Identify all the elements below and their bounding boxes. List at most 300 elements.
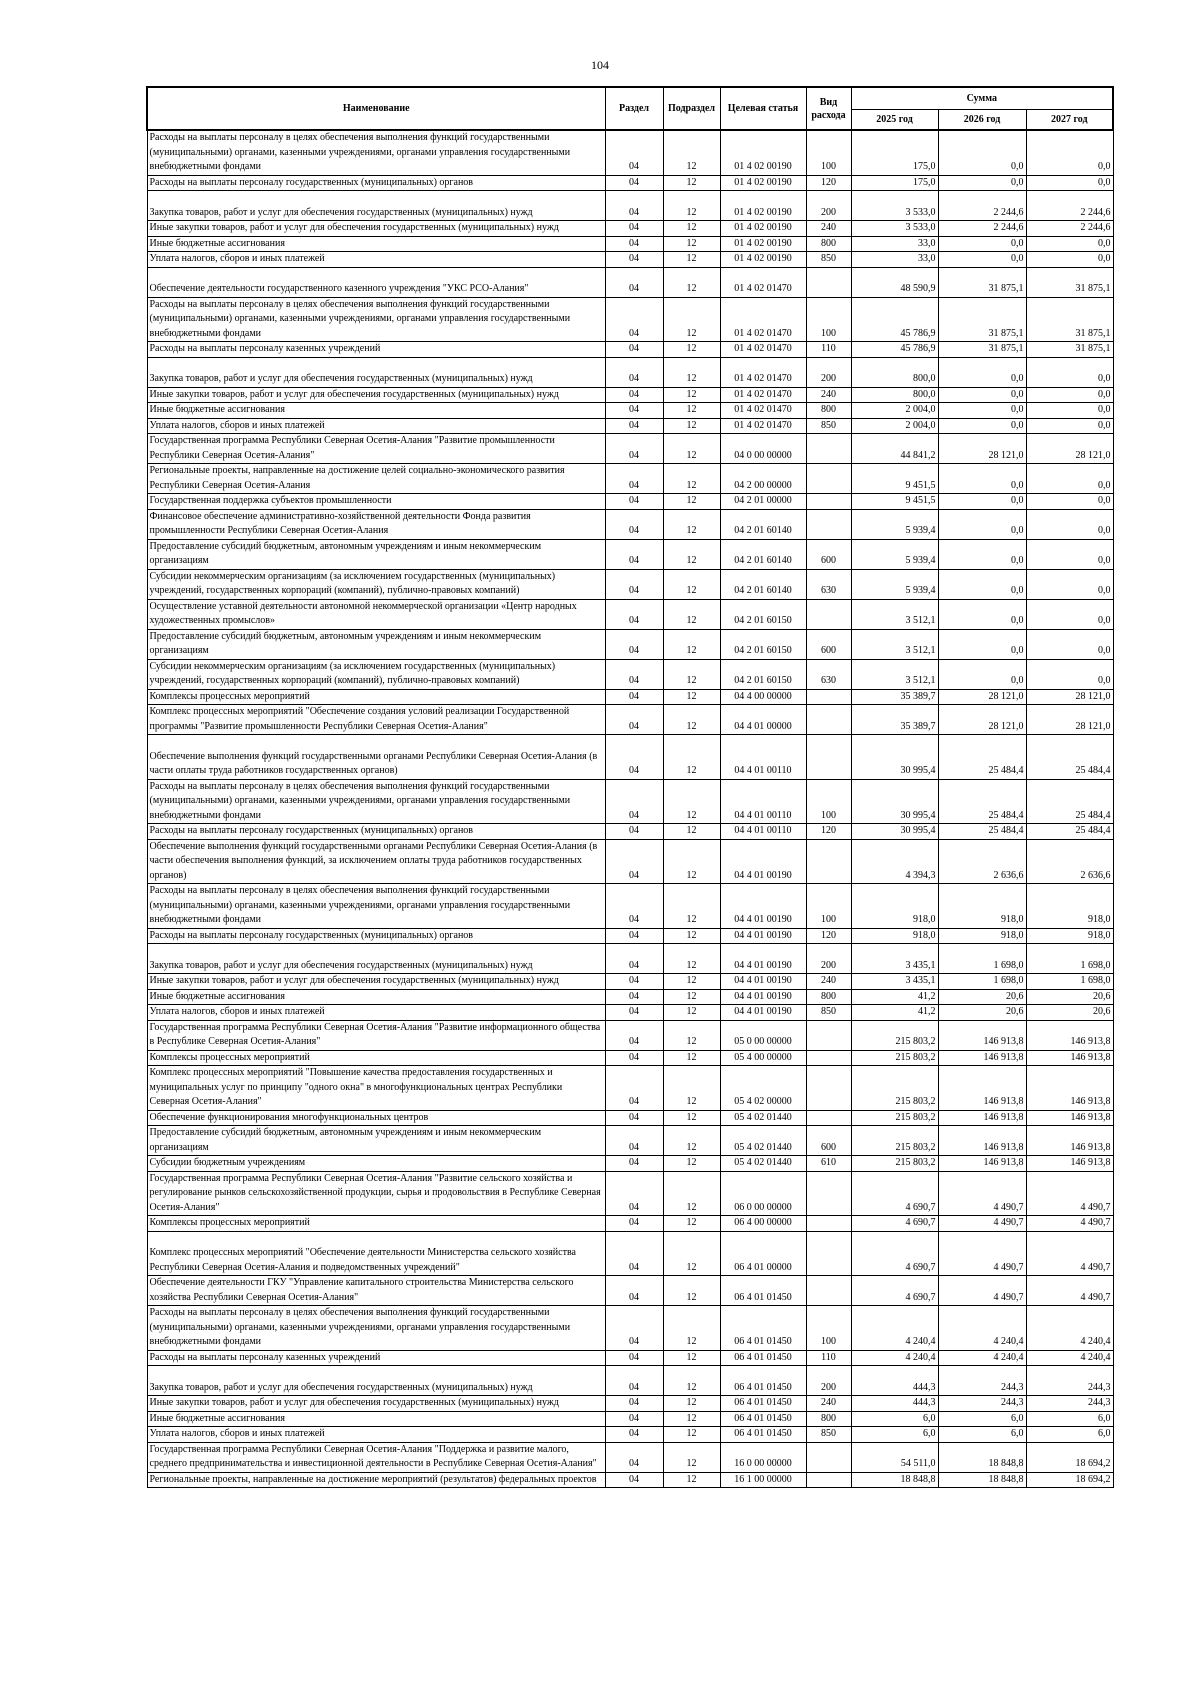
row-target: 05 0 00 00000 — [720, 1020, 806, 1050]
row-name: Иные закупки товаров, работ и услуг для обеспечения государственных (муниципальных) нужд — [147, 387, 605, 403]
row-sum-2026: 0,0 — [938, 464, 1026, 494]
row-sum-2025: 33,0 — [851, 236, 938, 252]
row-type: 100 — [806, 884, 851, 929]
row-name: Государственная программа Республики Северная Осетия-Алания "Поддержка и развитие малого, среднего предпринимательства и инвестиционной деятельности в Республике Северная Осетия-Алания" — [147, 1442, 605, 1472]
row-sum-2026: 0,0 — [938, 569, 1026, 599]
table-row — [147, 1276, 1113, 1306]
row-type: 200 — [806, 357, 851, 387]
row-name: Иные бюджетные ассигнования — [147, 1411, 605, 1427]
row-sum-2026: 4 240,4 — [938, 1350, 1026, 1366]
row-sum-2027: 25 484,4 — [1026, 735, 1113, 780]
row-name: Расходы на выплаты персоналу в целях обеспечения выполнения функций государственными (муниципальными) органами, казенными учреждениями, органами управления государственными внебюджетными фондами — [147, 884, 605, 929]
row-subsection: 12 — [663, 1216, 720, 1232]
row-subsection: 12 — [663, 629, 720, 659]
row-section: 04 — [605, 236, 663, 252]
row-type: 600 — [806, 629, 851, 659]
table-row — [147, 539, 1113, 569]
row-sum-2027: 0,0 — [1026, 569, 1113, 599]
table-row — [147, 974, 1113, 990]
row-sum-2027: 0,0 — [1026, 403, 1113, 419]
row-type: 110 — [806, 342, 851, 358]
row-sum-2025: 5 939,4 — [851, 509, 938, 539]
row-subsection: 12 — [663, 735, 720, 780]
row-sum-2027: 4 240,4 — [1026, 1306, 1113, 1351]
row-subsection: 12 — [663, 191, 720, 221]
row-sum-2027: 18 694,2 — [1026, 1472, 1113, 1488]
row-type — [806, 509, 851, 539]
table-row — [147, 1350, 1113, 1366]
row-subsection: 12 — [663, 357, 720, 387]
row-target: 01 4 02 00190 — [720, 130, 806, 175]
row-sum-2026: 0,0 — [938, 130, 1026, 175]
row-type — [806, 1276, 851, 1306]
row-sum-2026: 1 698,0 — [938, 974, 1026, 990]
row-target: 01 4 02 00190 — [720, 252, 806, 268]
row-subsection: 12 — [663, 1126, 720, 1156]
row-sum-2025: 444,3 — [851, 1366, 938, 1396]
row-subsection: 12 — [663, 989, 720, 1005]
row-type: 630 — [806, 659, 851, 689]
row-section: 04 — [605, 191, 663, 221]
row-name: Комплекс процессных мероприятий "Обеспечение деятельности Министерства сельского хозяйства Республики Северная Осетия-Алания и подведомственных учреждений" — [147, 1231, 605, 1276]
table-row — [147, 1005, 1113, 1021]
table-row — [147, 191, 1113, 221]
row-target: 06 4 01 01450 — [720, 1366, 806, 1396]
row-sum-2026: 31 875,1 — [938, 267, 1026, 297]
row-sum-2027: 244,3 — [1026, 1366, 1113, 1396]
row-subsection: 12 — [663, 689, 720, 705]
row-sum-2025: 30 995,4 — [851, 735, 938, 780]
table-row — [147, 659, 1113, 689]
row-target: 04 4 01 00000 — [720, 705, 806, 735]
row-type: 850 — [806, 418, 851, 434]
row-subsection: 12 — [663, 539, 720, 569]
row-target: 04 4 01 00190 — [720, 884, 806, 929]
row-name: Обеспечение выполнения функций государственными органами Республики Северная Осетия-Алания (в части оплаты труда работников государственных органов) — [147, 735, 605, 780]
row-sum-2026: 20,6 — [938, 989, 1026, 1005]
row-name: Государственная программа Республики Северная Осетия-Алания "Развитие сельского хозяйства и регулирование рынков сельскохозяйственной продукции, сырья и продовольствия в Республике Северная Осетия-Алания" — [147, 1171, 605, 1216]
row-name: Комплекс процессных мероприятий "Повышение качества предоставления государственных и муниципальных услуг по принципу "одного окна" в многофункциональных центрах Республики Северная Осетия-Алания" — [147, 1066, 605, 1111]
row-target: 16 0 00 00000 — [720, 1442, 806, 1472]
row-sum-2027: 4 490,7 — [1026, 1171, 1113, 1216]
row-subsection: 12 — [663, 884, 720, 929]
row-type: 200 — [806, 944, 851, 974]
row-section: 04 — [605, 1216, 663, 1232]
row-type — [806, 735, 851, 780]
row-name: Закупка товаров, работ и услуг для обеспечения государственных (муниципальных) нужд — [147, 191, 605, 221]
row-name: Обеспечение деятельности ГКУ "Управление капитального строительства Министерства сельского хозяйства Республики Северная Осетия-Алания" — [147, 1276, 605, 1306]
row-name: Обеспечение выполнения функций государственными органами Республики Северная Осетия-Алания (в части обеспечения выполнения функций, за исключением оплаты труда работников государственных органов) — [147, 839, 605, 884]
row-subsection: 12 — [663, 1050, 720, 1066]
row-section: 04 — [605, 403, 663, 419]
row-sum-2027: 28 121,0 — [1026, 434, 1113, 464]
page-number: 104 — [591, 58, 609, 72]
header-2027: 2027 год — [1026, 110, 1113, 131]
row-sum-2027: 0,0 — [1026, 175, 1113, 191]
table-row — [147, 236, 1113, 252]
row-sum-2025: 35 389,7 — [851, 705, 938, 735]
row-name: Комплексы процессных мероприятий — [147, 689, 605, 705]
row-sum-2026: 146 913,8 — [938, 1126, 1026, 1156]
row-sum-2025: 9 451,5 — [851, 464, 938, 494]
table-row — [147, 1110, 1113, 1126]
table-row — [147, 1411, 1113, 1427]
row-sum-2025: 3 512,1 — [851, 659, 938, 689]
row-sum-2025: 215 803,2 — [851, 1110, 938, 1126]
row-target: 04 2 01 60150 — [720, 659, 806, 689]
row-target: 06 4 01 01450 — [720, 1276, 806, 1306]
row-sum-2026: 28 121,0 — [938, 689, 1026, 705]
row-target: 16 1 00 00000 — [720, 1472, 806, 1488]
table-row — [147, 418, 1113, 434]
row-target: 01 4 02 00190 — [720, 175, 806, 191]
row-sum-2025: 44 841,2 — [851, 434, 938, 464]
row-sum-2025: 3 533,0 — [851, 221, 938, 237]
row-sum-2026: 2 244,6 — [938, 221, 1026, 237]
row-section: 04 — [605, 1306, 663, 1351]
row-name: Региональные проекты, направленные на достижение целей социально-экономического развития Республики Северная Осетия-Алания — [147, 464, 605, 494]
row-sum-2025: 18 848,8 — [851, 1472, 938, 1488]
row-subsection: 12 — [663, 1156, 720, 1172]
table-body — [147, 130, 1113, 1488]
row-sum-2025: 45 786,9 — [851, 342, 938, 358]
row-sum-2025: 4 394,3 — [851, 839, 938, 884]
row-sum-2027: 4 240,4 — [1026, 1350, 1113, 1366]
row-section: 04 — [605, 1171, 663, 1216]
row-section: 04 — [605, 1442, 663, 1472]
row-sum-2026: 0,0 — [938, 659, 1026, 689]
row-subsection: 12 — [663, 130, 720, 175]
row-sum-2027: 0,0 — [1026, 357, 1113, 387]
row-type — [806, 1020, 851, 1050]
row-name: Закупка товаров, работ и услуг для обеспечения государственных (муниципальных) нужд — [147, 1366, 605, 1396]
row-target: 06 4 00 00000 — [720, 1216, 806, 1232]
row-sum-2026: 146 913,8 — [938, 1110, 1026, 1126]
row-section: 04 — [605, 509, 663, 539]
row-sum-2026: 4 490,7 — [938, 1216, 1026, 1232]
row-subsection: 12 — [663, 1066, 720, 1111]
row-sum-2027: 28 121,0 — [1026, 705, 1113, 735]
row-name: Государственная поддержка субъектов промышленности — [147, 494, 605, 510]
table-row — [147, 1366, 1113, 1396]
row-name: Обеспечение функционирования многофункциональных центров — [147, 1110, 605, 1126]
row-target: 01 4 02 00190 — [720, 221, 806, 237]
row-sum-2026: 6,0 — [938, 1427, 1026, 1443]
table-row — [147, 689, 1113, 705]
row-sum-2027: 1 698,0 — [1026, 944, 1113, 974]
row-name: Обеспечение деятельности государственного казенного учреждения "УКС РСО-Алания" — [147, 267, 605, 297]
row-target: 04 4 01 00110 — [720, 824, 806, 840]
row-sum-2027: 4 490,7 — [1026, 1276, 1113, 1306]
row-section: 04 — [605, 1005, 663, 1021]
row-section: 04 — [605, 267, 663, 297]
row-sum-2025: 45 786,9 — [851, 297, 938, 342]
row-section: 04 — [605, 1411, 663, 1427]
row-sum-2025: 2 004,0 — [851, 418, 938, 434]
row-sum-2027: 0,0 — [1026, 629, 1113, 659]
row-name: Расходы на выплаты персоналу государственных (муниципальных) органов — [147, 928, 605, 944]
row-name: Иные закупки товаров, работ и услуг для обеспечения государственных (муниципальных) нужд — [147, 1396, 605, 1412]
row-type: 120 — [806, 824, 851, 840]
table-row — [147, 928, 1113, 944]
row-sum-2026: 4 490,7 — [938, 1276, 1026, 1306]
row-name: Уплата налогов, сборов и иных платежей — [147, 1005, 605, 1021]
row-name: Комплексы процессных мероприятий — [147, 1050, 605, 1066]
table-row — [147, 1020, 1113, 1050]
row-target: 04 4 01 00190 — [720, 928, 806, 944]
row-sum-2027: 20,6 — [1026, 1005, 1113, 1021]
header-subsection: Подраздел — [663, 87, 720, 130]
row-type: 600 — [806, 539, 851, 569]
row-sum-2026: 31 875,1 — [938, 342, 1026, 358]
row-name: Расходы на выплаты персоналу в целях обеспечения выполнения функций государственными (муниципальными) органами, казенными учреждениями, органами управления государственными внебюджетными фондами — [147, 297, 605, 342]
row-type: 800 — [806, 403, 851, 419]
row-section: 04 — [605, 221, 663, 237]
row-section: 04 — [605, 1066, 663, 1111]
row-type — [806, 267, 851, 297]
row-section: 04 — [605, 569, 663, 599]
row-sum-2025: 918,0 — [851, 884, 938, 929]
row-name: Субсидии некоммерческим организациям (за исключением государственных (муниципальных) учреждений, государственных корпораций (компаний), публично-правовых компаний) — [147, 569, 605, 599]
row-type: 850 — [806, 1005, 851, 1021]
row-section: 04 — [605, 928, 663, 944]
header-2026: 2026 год — [938, 110, 1026, 131]
row-name: Государственная программа Республики Северная Осетия-Алания "Развитие информационного общества в Республике Северная Осетия-Алания" — [147, 1020, 605, 1050]
row-sum-2027: 4 490,7 — [1026, 1231, 1113, 1276]
row-sum-2027: 0,0 — [1026, 659, 1113, 689]
row-subsection: 12 — [663, 1411, 720, 1427]
row-sum-2026: 0,0 — [938, 539, 1026, 569]
row-sum-2026: 0,0 — [938, 509, 1026, 539]
row-subsection: 12 — [663, 659, 720, 689]
row-name: Региональные проекты, направленные на достижение мероприятий (результатов) федеральных проектов — [147, 1472, 605, 1488]
row-target: 01 4 02 01470 — [720, 357, 806, 387]
row-type: 120 — [806, 928, 851, 944]
table-row — [147, 1472, 1113, 1488]
row-sum-2026: 28 121,0 — [938, 434, 1026, 464]
row-section: 04 — [605, 357, 663, 387]
row-subsection: 12 — [663, 267, 720, 297]
row-sum-2025: 444,3 — [851, 1396, 938, 1412]
row-subsection: 12 — [663, 387, 720, 403]
row-name: Иные закупки товаров, работ и услуг для обеспечения государственных (муниципальных) нужд — [147, 974, 605, 990]
row-sum-2026: 18 848,8 — [938, 1472, 1026, 1488]
row-sum-2026: 918,0 — [938, 884, 1026, 929]
row-subsection: 12 — [663, 944, 720, 974]
row-section: 04 — [605, 599, 663, 629]
row-target: 01 4 02 01470 — [720, 267, 806, 297]
row-type: 800 — [806, 236, 851, 252]
row-name: Комплекс процессных мероприятий "Обеспечение создания условий реализации Государственной программы "Развитие промышленности Республики Северная Осетия-Алания" — [147, 705, 605, 735]
row-name: Финансовое обеспечение административно-хозяйственной деятельности Фонда развития промышленности Республики Северная Осетия-Алания — [147, 509, 605, 539]
row-name: Государственная программа Республики Северная Осетия-Алания "Развитие промышленности Республики Северная Осетия-Алания" — [147, 434, 605, 464]
row-section: 04 — [605, 539, 663, 569]
row-section: 04 — [605, 839, 663, 884]
table-row — [147, 569, 1113, 599]
header-target: Целевая статья — [720, 87, 806, 130]
row-section: 04 — [605, 1427, 663, 1443]
row-sum-2025: 3 512,1 — [851, 599, 938, 629]
row-name: Субсидии бюджетным учреждениям — [147, 1156, 605, 1172]
row-type: 200 — [806, 1366, 851, 1396]
row-sum-2027: 20,6 — [1026, 989, 1113, 1005]
row-type: 240 — [806, 221, 851, 237]
row-name: Расходы на выплаты персоналу в целях обеспечения выполнения функций государственными (муниципальными) органами, казенными учреждениями, органами управления государственными внебюджетными фондами — [147, 779, 605, 824]
row-section: 04 — [605, 418, 663, 434]
row-sum-2027: 31 875,1 — [1026, 267, 1113, 297]
row-section: 04 — [605, 434, 663, 464]
row-target: 06 4 01 01450 — [720, 1396, 806, 1412]
header-2025: 2025 год — [851, 110, 938, 131]
row-sum-2026: 25 484,4 — [938, 735, 1026, 780]
table-row — [147, 1306, 1113, 1351]
row-sum-2025: 4 240,4 — [851, 1306, 938, 1351]
row-sum-2026: 4 240,4 — [938, 1306, 1026, 1351]
row-sum-2027: 4 490,7 — [1026, 1216, 1113, 1232]
row-sum-2026: 20,6 — [938, 1005, 1026, 1021]
row-name: Субсидии некоммерческим организациям (за исключением государственных (муниципальных) учреждений, государственных корпораций (компаний), публично-правовых компаний) — [147, 659, 605, 689]
row-sum-2025: 5 939,4 — [851, 569, 938, 599]
row-subsection: 12 — [663, 1110, 720, 1126]
row-section: 04 — [605, 989, 663, 1005]
row-sum-2025: 3 435,1 — [851, 944, 938, 974]
row-subsection: 12 — [663, 221, 720, 237]
row-target: 04 4 01 00110 — [720, 735, 806, 780]
row-sum-2027: 0,0 — [1026, 130, 1113, 175]
table-row — [147, 297, 1113, 342]
row-sum-2025: 215 803,2 — [851, 1156, 938, 1172]
row-sum-2027: 0,0 — [1026, 236, 1113, 252]
row-target: 01 4 02 00190 — [720, 236, 806, 252]
header-sum: Сумма — [851, 87, 1113, 110]
row-section: 04 — [605, 1396, 663, 1412]
row-section: 04 — [605, 342, 663, 358]
row-subsection: 12 — [663, 1396, 720, 1412]
row-subsection: 12 — [663, 1306, 720, 1351]
row-target: 04 4 01 00190 — [720, 944, 806, 974]
table-row — [147, 1050, 1113, 1066]
row-sum-2025: 215 803,2 — [851, 1020, 938, 1050]
row-sum-2027: 918,0 — [1026, 928, 1113, 944]
row-sum-2026: 146 913,8 — [938, 1050, 1026, 1066]
row-sum-2025: 800,0 — [851, 387, 938, 403]
row-type: 850 — [806, 1427, 851, 1443]
row-sum-2025: 3 533,0 — [851, 191, 938, 221]
table-row — [147, 779, 1113, 824]
row-sum-2026: 18 848,8 — [938, 1442, 1026, 1472]
row-target: 04 2 01 00000 — [720, 494, 806, 510]
row-subsection: 12 — [663, 464, 720, 494]
row-sum-2026: 4 490,7 — [938, 1231, 1026, 1276]
row-target: 05 4 02 01440 — [720, 1110, 806, 1126]
row-type: 630 — [806, 569, 851, 599]
table-row — [147, 267, 1113, 297]
row-type — [806, 464, 851, 494]
table-row — [147, 357, 1113, 387]
row-sum-2027: 0,0 — [1026, 387, 1113, 403]
row-name: Расходы на выплаты персоналу в целях обеспечения выполнения функций государственными (муниципальными) органами, казенными учреждениями, органами управления государственными внебюджетными фондами — [147, 1306, 605, 1351]
row-sum-2027: 6,0 — [1026, 1411, 1113, 1427]
row-name: Предоставление субсидий бюджетным, автономным учреждениям и иным некоммерческим организациям — [147, 539, 605, 569]
row-type: 100 — [806, 1306, 851, 1351]
row-type — [806, 1050, 851, 1066]
row-sum-2026: 0,0 — [938, 236, 1026, 252]
row-subsection: 12 — [663, 1020, 720, 1050]
table-row — [147, 735, 1113, 780]
row-sum-2026: 0,0 — [938, 418, 1026, 434]
row-target: 04 4 01 00110 — [720, 779, 806, 824]
table-row — [147, 1216, 1113, 1232]
table-row — [147, 705, 1113, 735]
table-row — [147, 387, 1113, 403]
row-type — [806, 1171, 851, 1216]
row-sum-2027: 918,0 — [1026, 884, 1113, 929]
row-type: 600 — [806, 1126, 851, 1156]
table-row — [147, 130, 1113, 175]
row-name: Уплата налогов, сборов и иных платежей — [147, 252, 605, 268]
table-row — [147, 1427, 1113, 1443]
row-target: 06 4 01 01450 — [720, 1306, 806, 1351]
row-type: 100 — [806, 779, 851, 824]
row-subsection: 12 — [663, 1442, 720, 1472]
row-target: 04 2 01 60150 — [720, 629, 806, 659]
row-subsection: 12 — [663, 297, 720, 342]
table-row — [147, 509, 1113, 539]
row-sum-2027: 0,0 — [1026, 464, 1113, 494]
table-row — [147, 1231, 1113, 1276]
row-sum-2026: 1 698,0 — [938, 944, 1026, 974]
row-sum-2027: 31 875,1 — [1026, 342, 1113, 358]
row-subsection: 12 — [663, 1171, 720, 1216]
row-sum-2025: 4 690,7 — [851, 1171, 938, 1216]
row-sum-2027: 28 121,0 — [1026, 689, 1113, 705]
row-section: 04 — [605, 705, 663, 735]
row-target: 04 2 01 60150 — [720, 599, 806, 629]
row-sum-2027: 0,0 — [1026, 252, 1113, 268]
row-target: 06 4 01 01450 — [720, 1411, 806, 1427]
row-target: 05 4 00 00000 — [720, 1050, 806, 1066]
row-sum-2027: 0,0 — [1026, 418, 1113, 434]
row-sum-2027: 0,0 — [1026, 599, 1113, 629]
row-subsection: 12 — [663, 974, 720, 990]
row-sum-2027: 2 636,6 — [1026, 839, 1113, 884]
table-row — [147, 1126, 1113, 1156]
row-section: 04 — [605, 779, 663, 824]
row-sum-2026: 146 913,8 — [938, 1066, 1026, 1111]
row-sum-2025: 6,0 — [851, 1427, 938, 1443]
row-type: 240 — [806, 387, 851, 403]
row-name: Расходы на выплаты персоналу казенных учреждений — [147, 1350, 605, 1366]
row-subsection: 12 — [663, 1427, 720, 1443]
row-sum-2025: 9 451,5 — [851, 494, 938, 510]
table-row — [147, 1156, 1113, 1172]
row-sum-2025: 175,0 — [851, 175, 938, 191]
row-target: 01 4 02 01470 — [720, 387, 806, 403]
row-target: 01 4 02 01470 — [720, 403, 806, 419]
row-subsection: 12 — [663, 928, 720, 944]
row-subsection: 12 — [663, 779, 720, 824]
row-type: 200 — [806, 191, 851, 221]
row-type — [806, 705, 851, 735]
row-target: 06 4 01 00000 — [720, 1231, 806, 1276]
row-type: 850 — [806, 252, 851, 268]
row-name: Иные закупки товаров, работ и услуг для обеспечения государственных (муниципальных) нужд — [147, 221, 605, 237]
row-sum-2027: 25 484,4 — [1026, 779, 1113, 824]
row-section: 04 — [605, 629, 663, 659]
row-sum-2027: 18 694,2 — [1026, 1442, 1113, 1472]
table-row — [147, 629, 1113, 659]
row-subsection: 12 — [663, 509, 720, 539]
